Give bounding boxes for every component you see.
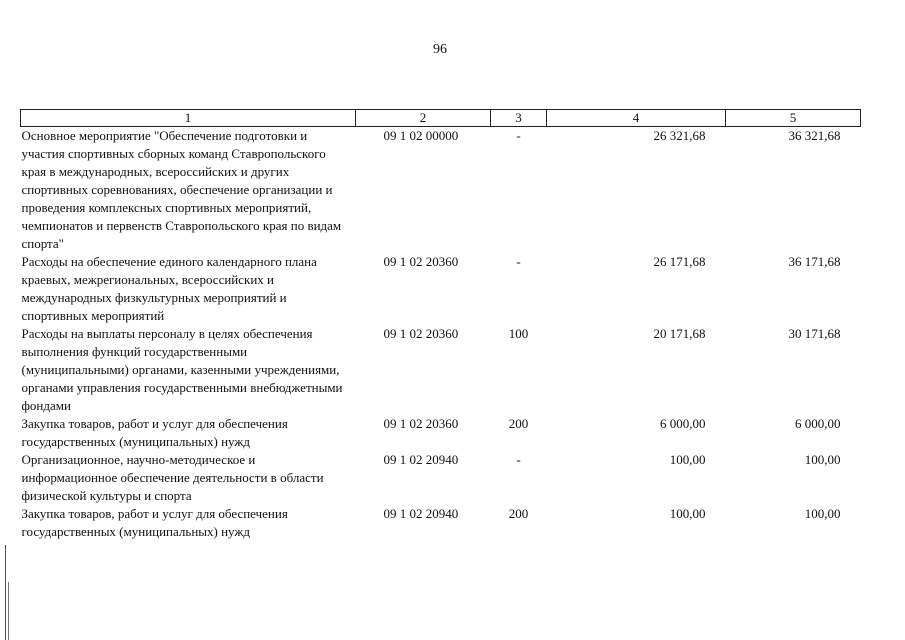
row-sum-col5: 36 321,68 [788, 128, 841, 143]
header-col-2: 2 [356, 110, 491, 127]
table-row [21, 253, 861, 325]
row-sum-col5: 36 171,68 [788, 254, 841, 269]
row-sum-col4: 100,00 [669, 452, 706, 467]
row-sum-col4: 6 000,00 [660, 416, 706, 431]
budget-table [20, 109, 861, 541]
row-name: Закупка товаров, работ и услуг для обеспечения государственных (муниципальных) нужд [21, 416, 288, 449]
row-type: 200 [508, 506, 529, 521]
row-sum-col4: 20 171,68 [653, 326, 706, 341]
row-sum-col4: 100,00 [669, 506, 706, 521]
row-sum-col5: 30 171,68 [788, 326, 841, 341]
scan-edge-line [8, 582, 9, 640]
row-type: - [516, 254, 521, 269]
row-sum-col5: 100,00 [804, 506, 841, 521]
table-row [21, 505, 861, 541]
table-row [21, 127, 861, 254]
row-name: Закупка товаров, работ и услуг для обеспечения государственных (муниципальных) нужд [21, 506, 288, 539]
header-col-1: 1 [21, 110, 356, 127]
row-name: Расходы на обеспечение единого календарного плана краевых, межрегиональных, всероссийских и международных физкультурных мероприятий и спортивных мероприятий [21, 254, 317, 323]
row-sum-col5: 6 000,00 [795, 416, 841, 431]
row-type: - [516, 452, 521, 467]
row-sum-col4: 26 171,68 [653, 254, 706, 269]
table-row [21, 451, 861, 505]
page-number: 96 [433, 42, 447, 57]
row-name: Расходы на выплаты персоналу в целях обеспечения выполнения функций государственными (муниципальными) органами, казенными учреждениями, органами управления государственными внебюджетными фондами [21, 326, 343, 413]
row-sum-col5: 100,00 [804, 452, 841, 467]
table-row [21, 415, 861, 451]
row-code: 09 1 02 00000 [383, 128, 459, 143]
header-col-4: 4 [547, 110, 726, 127]
table-header-row [21, 110, 861, 127]
row-type: 200 [508, 416, 529, 431]
row-name: Основное мероприятие "Обеспечение подготовки и участия спортивных сборных команд Ставропольского края в международных, всероссийских и других спортивных соревнованиях, обеспечение организации и проведения комплексных спортивных мероприятий, чемпионатов и первенств Ставропольского края по видам спорта" [21, 128, 342, 251]
row-code: 09 1 02 20940 [383, 452, 459, 467]
row-name: Организационное, научно-методическое и информационное обеспечение деятельности в области физической культуры и спорта [21, 452, 324, 503]
header-col-5: 5 [726, 110, 861, 127]
row-code: 09 1 02 20940 [383, 506, 459, 521]
row-type: - [516, 128, 521, 143]
header-col-3: 3 [491, 110, 547, 127]
scan-edge-line [5, 545, 6, 640]
row-type: 100 [508, 326, 529, 341]
table-row [21, 325, 861, 415]
row-sum-col4: 26 321,68 [653, 128, 706, 143]
row-code: 09 1 02 20360 [383, 416, 459, 431]
row-code: 09 1 02 20360 [383, 254, 459, 269]
row-code: 09 1 02 20360 [383, 326, 459, 341]
